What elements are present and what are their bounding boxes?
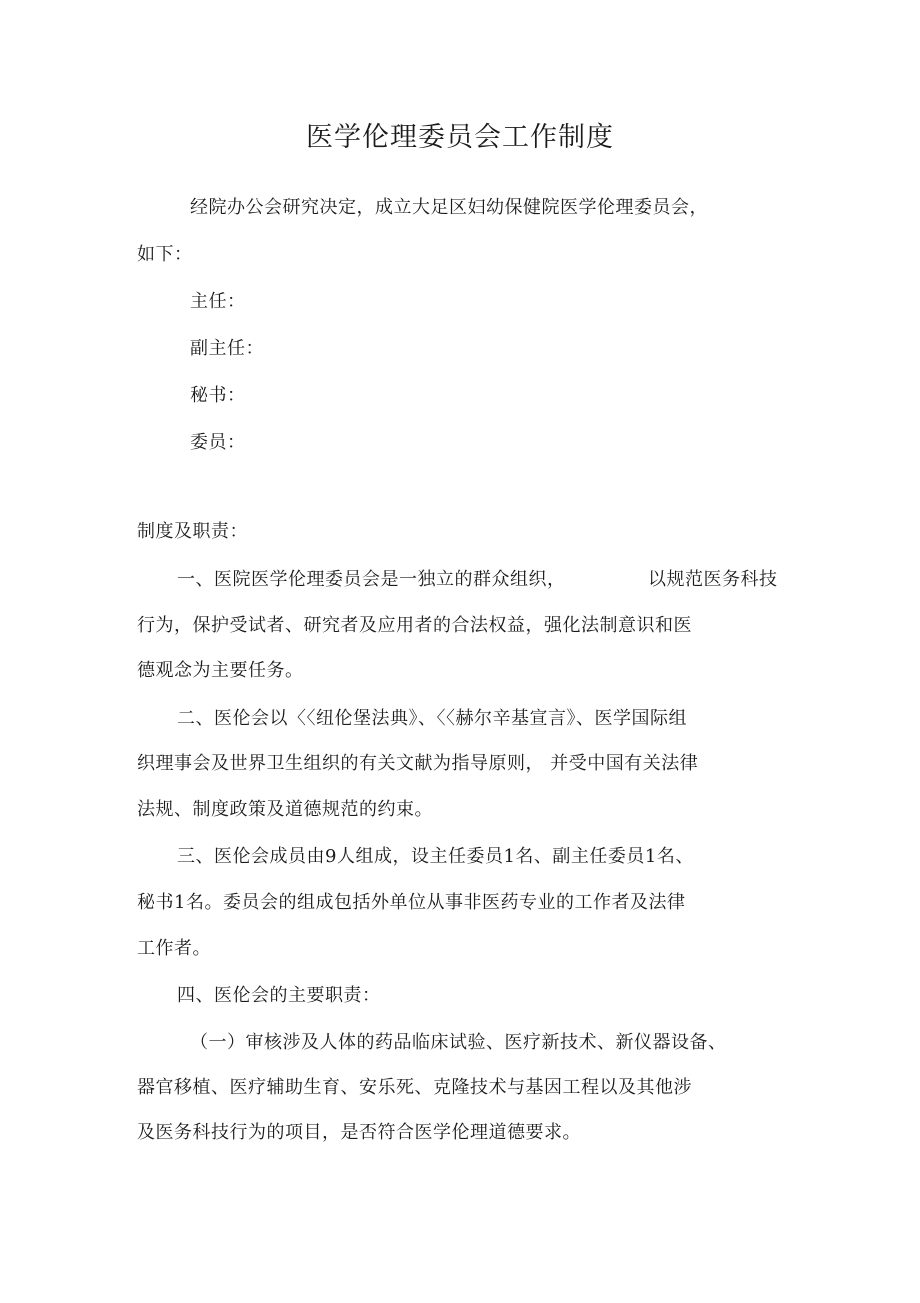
clause-3-line-1: 三、医伦会成员由9人组成，设主任委员1名、副主任委员1名、	[177, 846, 694, 867]
intro-line-1: 经院办公会研究决定，成立大足区妇幼保健院医学伦理委员会，	[190, 197, 708, 218]
role-deputy-director: 副主任：	[190, 338, 264, 359]
clause-2-line-2: 织理事会及世界卫生组织的有关文献为指导原则， 并受中国有关法律	[137, 753, 699, 774]
clause-2-line-3: 法规、制度政策及道德规范的约束。	[137, 799, 433, 820]
subclause-1-line-2: 器官移植、医疗辅助生育、安乐死、克隆技术与基因工程以及其他涉	[137, 1077, 692, 1098]
section-heading: 制度及职责：	[137, 521, 248, 542]
role-secretary: 秘书：	[190, 385, 246, 406]
role-director: 主任：	[190, 291, 246, 312]
clause-1-line-1b: 以规范医务科技	[648, 569, 778, 590]
clause-3-line-2: 秘书1名。委员会的组成包括外单位从事非医药专业的工作者及法律	[137, 892, 686, 913]
subclause-1-line-3: 及医务科技行为的项目，是否符合医学伦理道德要求。	[137, 1122, 581, 1143]
subclause-1-line-1: （一）审核涉及人体的药品临床试验、医疗新技术、新仪器设备、	[190, 1032, 727, 1053]
intro-line-2: 如下：	[137, 244, 193, 265]
clause-1-line-2: 行为，保护受试者、研究者及应用者的合法权益，强化法制意识和医	[137, 615, 692, 636]
clause-1-line-3: 德观念为主要任务。	[137, 660, 304, 681]
clause-3-line-3: 工作者。	[137, 938, 211, 959]
clause-1-line-1a: 一、医院医学伦理委员会是一独立的群众组织，	[177, 569, 566, 590]
role-members: 委员：	[190, 432, 246, 453]
clause-4-line-1: 四、医伦会的主要职责：	[177, 985, 381, 1006]
document-title: 医学伦理委员会工作制度	[306, 122, 614, 153]
clause-2-line-1: 二、医伦会以〈〈纽伦堡法典》、〈〈赫尔辛基宣言》、医学国际组	[177, 708, 687, 729]
